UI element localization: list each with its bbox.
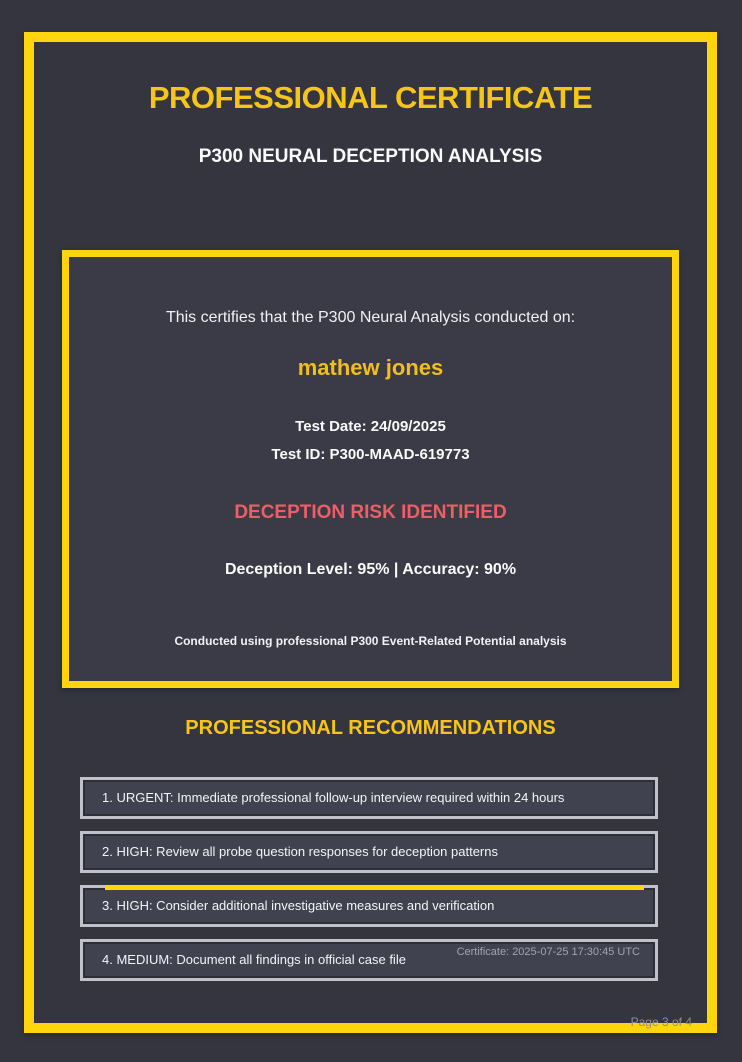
certificate-title: PROFESSIONAL CERTIFICATE — [148, 80, 593, 115]
recommendation-text-4: 4. MEDIUM: Document all findings in official case file — [102, 952, 406, 967]
method-note: Conducted using professional P300 Event-Related Potential analysis — [174, 634, 567, 648]
recommendation-text-3: 3. HIGH: Consider additional investigative measures and verification — [102, 898, 495, 913]
deception-risk-banner: DECEPTION RISK IDENTIFIED — [234, 502, 507, 523]
certificate-subtitle: P300 NEURAL DECEPTION ANALYSIS — [198, 146, 543, 167]
test-id: Test ID: P300-MAAD-619773 — [271, 446, 470, 463]
recommendations-heading: PROFESSIONAL RECOMMENDATIONS — [185, 717, 556, 739]
result-panel — [62, 250, 679, 688]
certificate-timestamp: Certificate: 2025-07-25 17:30:45 UTC — [456, 946, 640, 958]
subject-name: mathew jones — [297, 355, 444, 380]
highlight-strip — [105, 885, 644, 890]
recommendation-item-3 — [80, 885, 658, 927]
recommendation-item-2 — [80, 831, 658, 873]
page-number: Page 3 of 4 — [630, 1015, 692, 1029]
recommendation-text-1: 1. URGENT: Immediate professional follow-up interview required within 24 hours — [102, 790, 565, 805]
recommendation-item-1 — [80, 777, 658, 819]
recommendation-item-4 — [80, 939, 658, 981]
recommendation-text-2: 2. HIGH: Review all probe question responses for deception patterns — [102, 844, 498, 859]
deception-metrics: Deception Level: 95% | Accuracy: 90% — [224, 561, 517, 578]
certification-statement: This certifies that the P300 Neural Analysis conducted on: — [165, 309, 576, 326]
test-date: Test Date: 24/09/2025 — [295, 418, 446, 435]
